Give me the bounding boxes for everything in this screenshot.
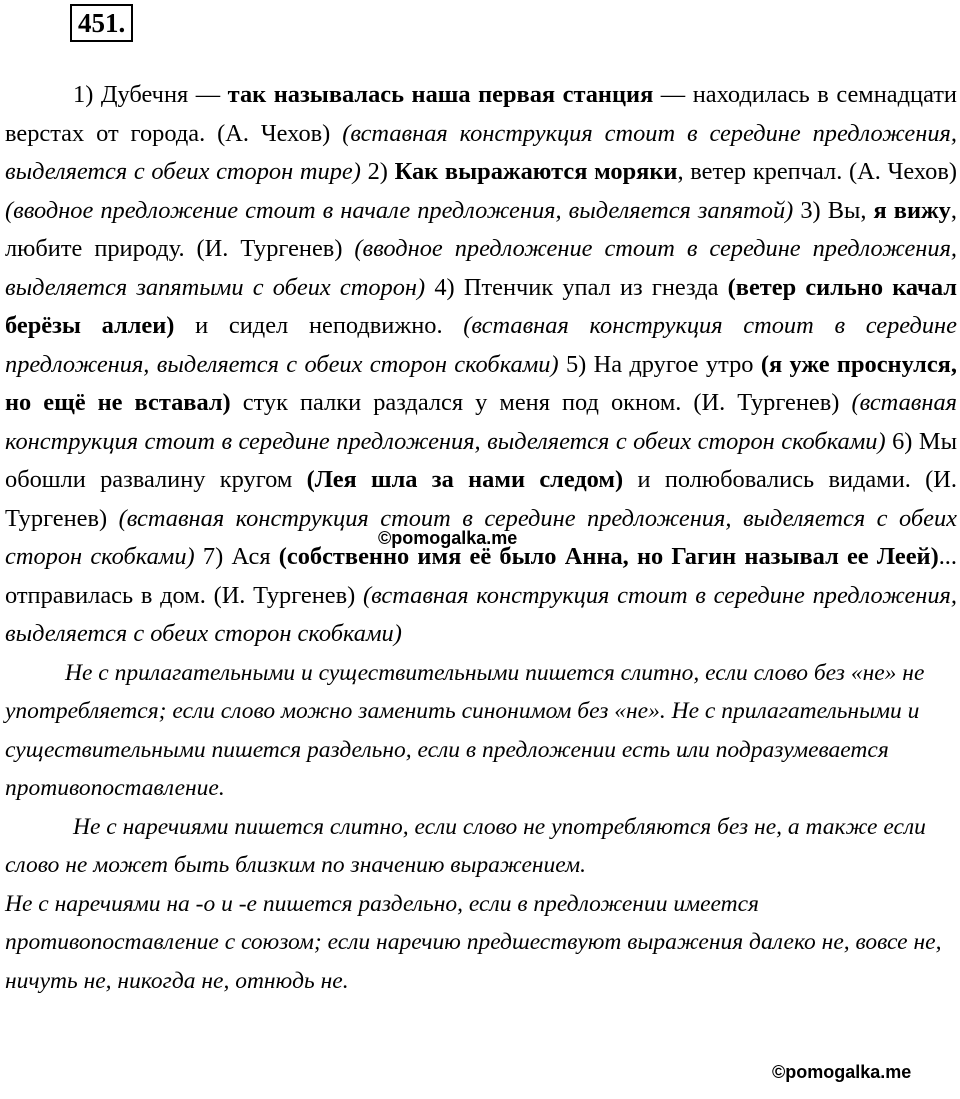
highlight: Как выражаются моряки <box>394 158 678 185</box>
highlight: (собственно имя её было Анна, но Гагин называл ее Леей) <box>278 543 939 570</box>
explanation: (вводное предложение стоит в середине предложения, выделяется запятыми с обеих сторон) <box>5 235 957 301</box>
exercise-number: 451. <box>70 4 133 42</box>
highlight: (я уже проснулся, но ещё не вставал) <box>5 350 957 416</box>
explanation: (вставная конструкция стоит в середине предложения, выделяется с обеих сторон скобками) <box>5 581 957 647</box>
highlight: (ветер сильно качал берёзы аллеи) <box>5 273 957 339</box>
sentence-7: 7) Ася (собственно имя её было Анна, но Гагин называл ее Леей)... отправилась в дом. (И. Тургенев) (вставная конструкция стоит в середине предложения, выделяется с обеих сторон скобками) <box>5 543 957 647</box>
sentence-6: 6) Мы обошли развалину кругом (Лея шла за нами следом) и полюбовались видами. (И. Тургенев) (вставная конструкция стоит в середине предложения, выделяется с обеих сторон скобками) <box>5 427 958 570</box>
examples-paragraph <box>5 76 957 654</box>
explanation: (вставная конструкция стоит в середине предложения, выделяется с обеих сторон тире) <box>5 119 957 185</box>
explanation: (вводное предложение стоит в начале предложения, выделяется запятой) <box>5 196 794 224</box>
watermark: ©pomogalka.me <box>772 1062 912 1082</box>
sentence-5: 5) На другое утро (я уже проснулся, но ещё не вставал) стук палки раздался у меня под окном. (И. Тургенев) (вставная конструкция стоит в середине предложения, выделяется с обеих сторон скобками) <box>5 350 957 455</box>
sentence-1: 1) Дубечня — так называлась наша первая станция — находилась в семнадцати верстах от города. (А. Чехов) (вставная конструкция стоит в середине предложения, выделяется с обеих сторон тире) <box>5 81 957 185</box>
explanation: (вставная конструкция стоит в середине предложения, выделяется с обеих сторон скобками) <box>5 389 957 455</box>
rule-adverbs-2: Не с наречиями на -о и -е пишется раздельно, если в предложении имеется противопоставление с союзом; если наречию предшествуют выражения далеко не, вовсе не, ничуть не, никогда не, отнюдь не. <box>5 890 942 994</box>
rule-adjective-noun: Не с прилагательными и существительными пишется слитно, если слово без «не» не употребляется; если слово можно заменить синонимом без «не». Не с прилагательными и существительными пишется раздельно, если в предложении есть или подразумевается противопоставление. <box>5 659 925 801</box>
explanation: (вставная конструкция стоит в середине предложения, выделяется с обеих сторон скобками) <box>5 312 957 378</box>
highlight: так называлась наша первая станция <box>227 81 654 108</box>
highlight: я вижу <box>873 196 951 224</box>
watermark: ©pomogalka.me <box>378 528 518 548</box>
rule-adverbs-1: Не с наречиями пишется слитно, если слово не употребляются без не, а также если слово не может быть близким по значению выражением. <box>5 813 926 878</box>
sentence-3: 3) Вы, я вижу, любите природу. (И. Тургенев) (вводное предложение стоит в середине предложения, выделяется запятыми с обеих сторон) <box>5 196 957 301</box>
highlight: (Лея шла за нами следом) <box>306 466 624 493</box>
sentence-2: 2) Как выражаются моряки, ветер крепчал. (А. Чехов) (вводное предложение стоит в начале предложения, выделяется запятой) <box>5 158 957 224</box>
explanation: (вставная конструкция стоит в середине предложения, выделяется с обеих сторон скобками) <box>5 504 958 570</box>
sentence-4: 4) Птенчик упал из гнезда (ветер сильно качал берёзы аллеи) и сидел неподвижно. (вставная конструкция стоит в середине предложения, выделяется с обеих сторон скобками) <box>5 273 957 378</box>
